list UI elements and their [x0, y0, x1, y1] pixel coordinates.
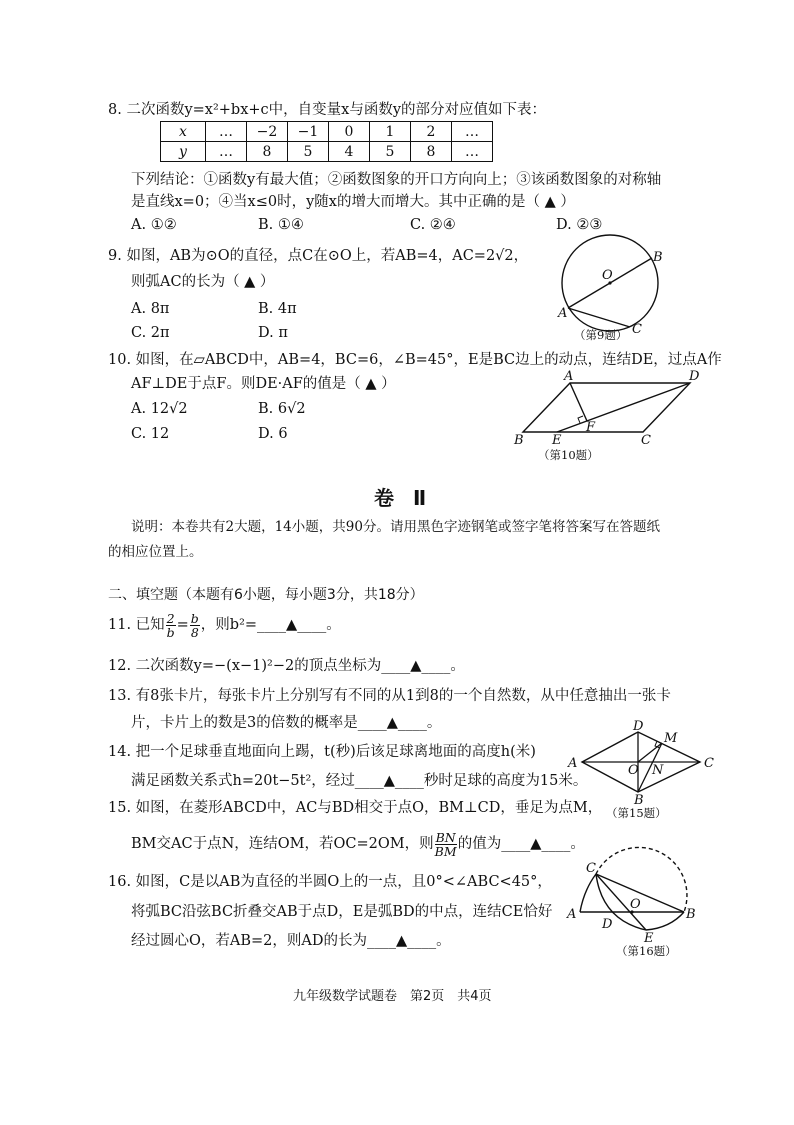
label-o: O	[630, 897, 641, 912]
q16-line3: 经过圆心O，若AB=2，则AD的长为____▲____。	[131, 933, 451, 949]
table-cell: 8	[411, 142, 452, 162]
table-cell: …	[452, 142, 493, 162]
q14-line1: 14. 把一个足球垂直地面向上踢，t(秒)后该足球离地面的高度h(米)	[108, 744, 536, 760]
part-note-line2: 的相应位置上。	[108, 544, 203, 560]
table-cell: …	[452, 122, 493, 142]
table-cell: 0	[329, 122, 370, 142]
q10-figure	[514, 370, 704, 465]
q13-line2: 片，卡片上的数是3的倍数的概率是____▲____。	[131, 715, 442, 731]
table-row	[161, 142, 493, 162]
q8-line3: 是直线x=0；④当x≤0时，y随x的增大而增大。其中正确的是（ ▲ ）	[131, 194, 575, 210]
label-b: B	[634, 793, 644, 808]
figure-caption: （第15题）	[606, 806, 667, 820]
page-footer: 九年级数学试题卷 第2页 共4页	[293, 989, 492, 1004]
label-m: M	[664, 731, 678, 746]
q15-pre: BM交AC于点N，连结OM，若OC=2OM，则	[131, 836, 434, 852]
q8-option-b: B. ①④	[258, 217, 304, 233]
label-a: A	[558, 306, 568, 321]
part-note-line1: 说明：本卷共有2大题，14小题，共90分。请用黑色字迹钢笔或签字笔将答案写在答题纸	[131, 519, 660, 535]
segment-de	[557, 383, 690, 432]
q8-stem: 8. 二次函数y=x²+bx+c中，自变量x与函数y的部分对应值如下表：	[108, 102, 547, 118]
table-cell: …	[206, 142, 247, 162]
right-angle-mark	[578, 416, 583, 423]
label-d: D	[689, 369, 700, 384]
part-title: 卷 Ⅱ	[374, 486, 433, 510]
table-cell: x	[161, 122, 206, 142]
q15-line1: 15. 如图，在菱形ABCD中，AC与BD相交于点O，BM⊥CD，垂足为点M，	[108, 800, 603, 816]
q9-option-a: A. 8π	[131, 301, 170, 317]
fraction-denominator: b	[166, 624, 175, 640]
fraction-numerator: 2	[166, 610, 175, 626]
q16-figure	[566, 860, 706, 960]
label-b: B	[514, 433, 524, 448]
fraction	[435, 831, 457, 858]
figure-caption: （第9题）	[574, 328, 628, 342]
label-a: A	[564, 369, 574, 384]
q10-option-a: A. 12√2	[131, 401, 188, 417]
label-a: A	[567, 907, 577, 922]
q9-figure	[560, 235, 690, 355]
segment-om	[638, 743, 662, 762]
q15-figure	[566, 719, 716, 820]
table-cell: 2	[411, 122, 452, 142]
table-row	[161, 122, 493, 142]
fraction	[190, 612, 200, 639]
label-e: E	[644, 931, 654, 946]
table-cell: 4	[329, 142, 370, 162]
label-d: D	[633, 719, 644, 734]
fraction-denominator: 8	[190, 624, 199, 640]
label-o: O	[602, 268, 613, 283]
figure-caption: （第10题）	[538, 448, 599, 462]
q13-line1: 13. 有8张卡片，每张卡片上分别写有不同的从1到8的一个自然数，从中任意抽出一张卡	[108, 688, 671, 704]
q10-option-c: C. 12	[131, 426, 170, 442]
segment-af	[570, 383, 587, 421]
table-cell: 1	[370, 122, 411, 142]
label-e: E	[552, 433, 562, 448]
q11	[108, 610, 341, 640]
label-c: C	[632, 322, 642, 337]
label-d: D	[602, 917, 613, 932]
q8-value-table	[160, 121, 493, 162]
q8-line2: 下列结论：①函数y有最大值；②函数图象的开口方向向上；③该函数图象的对称轴	[131, 172, 662, 188]
label-c: C	[641, 433, 651, 448]
section-heading: 二、填空题（本题有6小题，每小题3分，共18分）	[108, 587, 424, 603]
q15-line2	[131, 828, 585, 860]
table-cell: −1	[288, 122, 329, 142]
table-cell: …	[206, 122, 247, 142]
q8-option-a: A. ①②	[131, 217, 177, 233]
q9-line2: 则弧AC的长为（ ▲ ）	[131, 274, 275, 290]
table-cell: 8	[247, 142, 288, 162]
q11-pre: 11. 已知	[108, 617, 165, 633]
label-o: O	[628, 763, 639, 778]
q12-text: 12. 二次函数y=−(x−1)²−2的顶点坐标为____▲____。	[108, 658, 465, 674]
table-cell: −2	[247, 122, 288, 142]
fraction-denominator: BM	[434, 843, 457, 859]
label-n: N	[652, 763, 664, 778]
q8-option-d: D. ②③	[556, 217, 603, 233]
table-cell: y	[161, 142, 206, 162]
table-cell: 5	[370, 142, 411, 162]
q14-line2: 满足函数关系式h=20t−5t²，经过____▲____秒时足球的高度为15米。	[131, 773, 588, 789]
q9-option-b: B. 4π	[258, 301, 297, 317]
fraction-numerator: b	[190, 610, 199, 626]
q9-stem: 9. 如图，AB为⊙O的直径，点C在⊙O上，若AB=4，AC=2√2，	[108, 248, 529, 264]
q15-post: 的值为____▲____。	[457, 836, 585, 852]
label-b: B	[686, 907, 696, 922]
q11-post: ，则b²=____▲____。	[200, 617, 341, 633]
q10-option-d: D. 6	[258, 426, 288, 442]
q9-option-c: C. 2π	[131, 325, 170, 341]
fraction	[166, 612, 176, 639]
q16-line1: 16. 如图，C是以AB为直径的半圆O上的一点，且0°<∠ABC<45°，	[108, 874, 552, 890]
figure-caption: （第16题）	[616, 944, 677, 958]
q8-option-c: C. ②④	[410, 217, 456, 233]
fraction-numerator: BN	[435, 829, 456, 845]
q9-option-d: D. π	[258, 325, 288, 341]
solid-arc-ac	[580, 874, 596, 912]
q16-line2: 将弧BC沿弦BC折叠交AB于点D，E是弧BD的中点，连结CE恰好	[131, 904, 553, 920]
table-cell: 5	[288, 142, 329, 162]
label-f: F	[586, 420, 596, 435]
q10-stem: 10. 如图，在▱ABCD中，AB=4，BC=6，∠B=45°，E是BC边上的动点，连结DE，过点A作	[108, 352, 722, 368]
q10-line2: AF⊥DE于点F。则DE·AF的值是（ ▲ ）	[131, 376, 396, 392]
parallelogram-abcd	[523, 383, 690, 432]
label-a: A	[568, 756, 578, 771]
label-c: C	[586, 861, 596, 876]
label-b: B	[653, 250, 663, 265]
label-c: C	[704, 756, 714, 771]
equals-sign: =	[176, 617, 189, 633]
q10-option-b: B. 6√2	[258, 401, 306, 417]
